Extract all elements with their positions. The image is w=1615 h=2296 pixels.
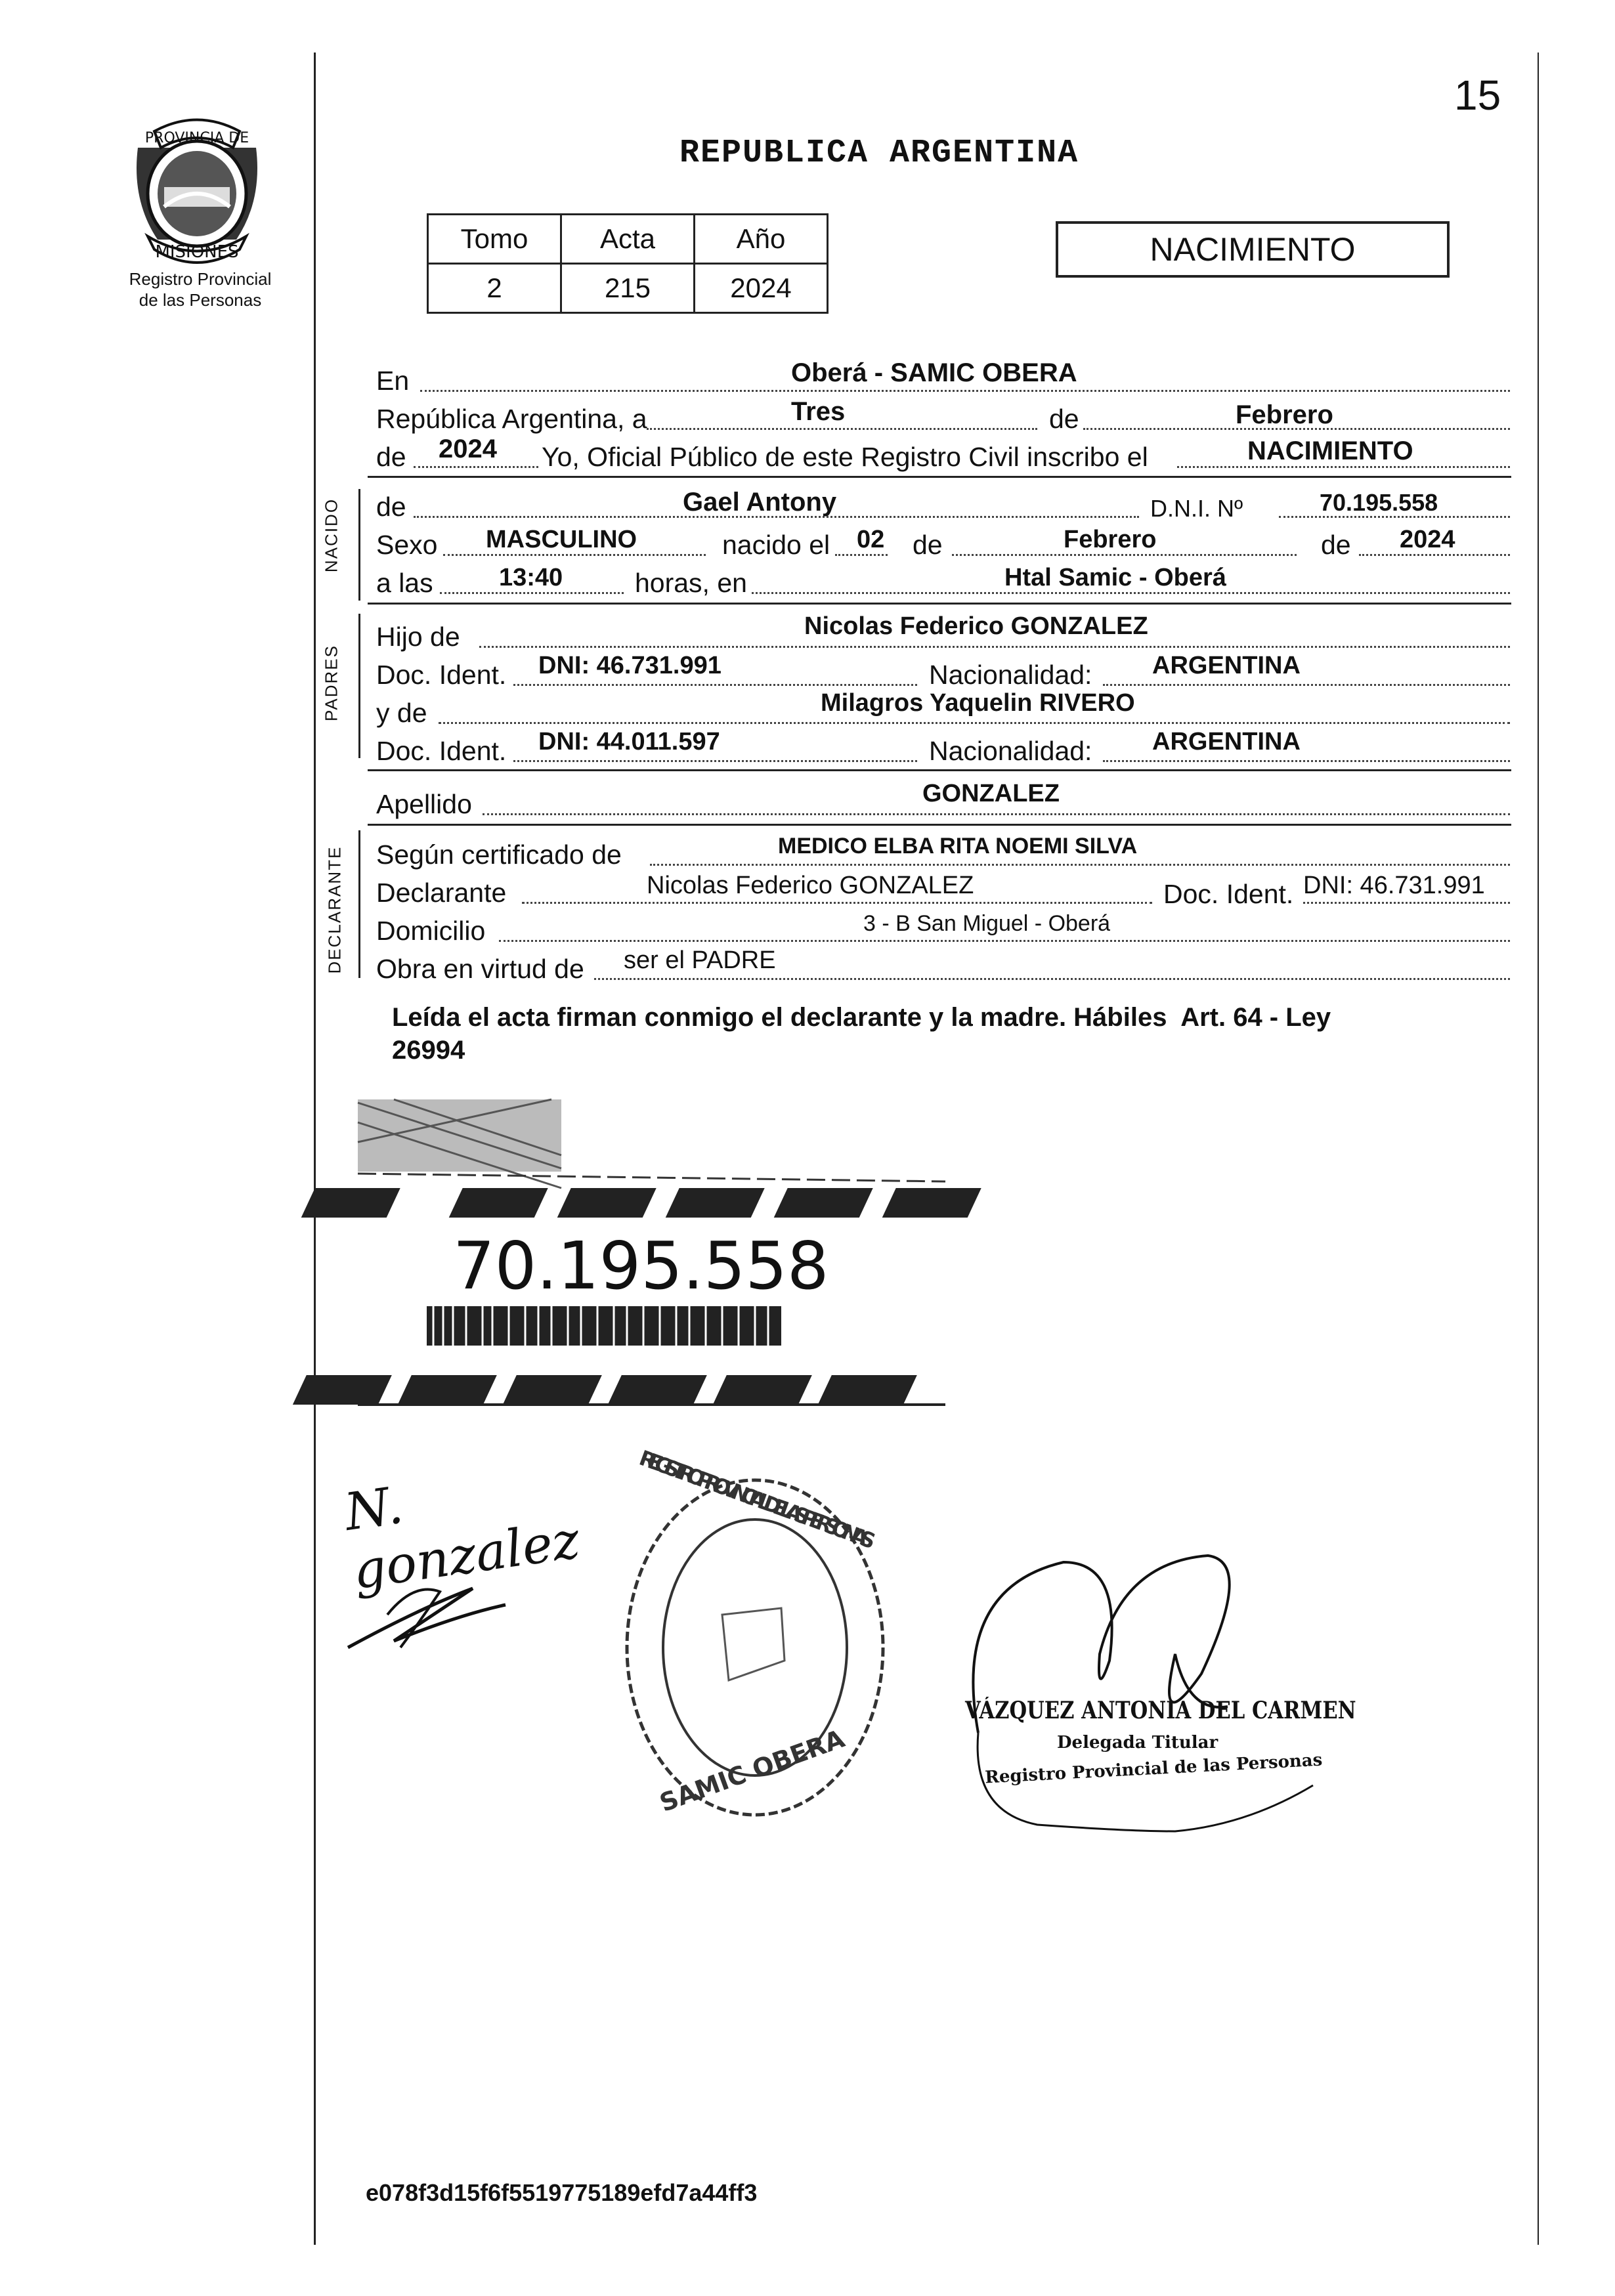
province-logo	[118, 108, 276, 272]
label-nacionalidad-1: Nacionalidad:	[929, 660, 1092, 690]
label-doc-ident-1: Doc. Ident.	[376, 660, 507, 690]
value-dia-letras: Tres	[791, 397, 846, 426]
value-certificado: MEDICO ELBA RITA NOEMI SILVA	[778, 834, 1138, 859]
official-name: VÁZQUEZ ANTONIA DEL CARMEN	[965, 1697, 1356, 1724]
round-stamp	[617, 1445, 893, 1831]
official-round-stamp-icon	[617, 1445, 893, 1831]
registry-header-row	[428, 215, 828, 264]
value-madre-doc: DNI: 44.011.597	[538, 728, 720, 755]
header-anio: Año	[695, 215, 828, 264]
label-nacido-el: nacido el	[722, 530, 830, 560]
value-anio: 2024	[695, 264, 828, 313]
logo-top-text: PROVINCIA DE	[144, 130, 249, 146]
dots-dni	[1279, 516, 1510, 518]
label-doc-ident-2: Doc. Ident.	[376, 736, 507, 766]
signature-text: N. gonzalez	[341, 1476, 584, 1602]
dots-dia-nac	[835, 554, 888, 556]
dots-padre-doc	[513, 684, 917, 686]
official-org: Registro Provincial de las Personas	[984, 1750, 1323, 1788]
dots-declarante	[522, 902, 1152, 904]
header-tomo: Tomo	[428, 215, 561, 264]
value-dni: 70.195.558	[1320, 489, 1438, 516]
mother-signature-icon	[341, 1451, 630, 1661]
dots-madre-doc	[513, 760, 917, 762]
value-declarante: Nicolas Federico GONZALEZ	[647, 872, 974, 899]
dots-madre	[439, 722, 1510, 724]
value-madre: Milagros Yaquelin RIVERO	[821, 689, 1135, 717]
label-y-de: y de	[376, 698, 427, 728]
label-de-name: de	[376, 492, 406, 522]
label-obra: Obra en virtud de	[376, 954, 584, 984]
value-tipo: NACIMIENTO	[1247, 436, 1413, 465]
label-en: En	[376, 366, 410, 396]
label-sexo: Sexo	[376, 530, 438, 560]
label-de-year: de	[1321, 530, 1351, 560]
label-declarante: Declarante	[376, 878, 507, 908]
side-label-declarante: DECLARANTE	[324, 845, 345, 974]
header-acta: Acta	[561, 215, 695, 264]
side-label-nacido: NACIDO	[321, 498, 341, 573]
side-bar-padres	[358, 614, 360, 758]
label-de-month: de	[913, 530, 943, 560]
value-anio: 2024	[439, 435, 497, 463]
logo-bottom-text: MISIONES	[155, 242, 239, 262]
dots-lugar-nac	[752, 592, 1510, 594]
document-hash: e078f3d15f6f5519775189efd7a44ff3	[366, 2179, 758, 2206]
closing-line-2: 26994	[392, 1036, 465, 1065]
label-dni: D.N.I. Nº	[1150, 495, 1243, 522]
value-dia-nac: 02	[857, 526, 885, 553]
act-type-label: NACIMIENTO	[1150, 231, 1356, 268]
registry-table	[427, 213, 829, 314]
value-tomo: 2	[428, 264, 561, 313]
dots-en	[420, 390, 1510, 392]
value-padre: Nicolas Federico GONZALEZ	[804, 612, 1148, 640]
dots-anio-nac	[1359, 554, 1510, 556]
side-label-padres: PADRES	[321, 645, 341, 721]
dots-padre-nac	[1103, 684, 1510, 686]
value-apellido: GONZALEZ	[922, 780, 1060, 807]
dots-tipo	[1177, 466, 1510, 468]
value-mes: Febrero	[1236, 400, 1333, 429]
dots-dia	[647, 428, 1037, 430]
dots-declarante-doc	[1303, 902, 1510, 904]
value-padre-doc: DNI: 46.731.991	[538, 652, 721, 679]
security-sticker	[355, 1096, 945, 1424]
separator-4	[368, 824, 1511, 826]
value-lugar-nac: Htal Samic - Oberá	[1004, 564, 1226, 591]
label-segun: Según certificado de	[376, 840, 622, 870]
value-sexo: MASCULINO	[486, 526, 637, 553]
value-declarante-doc: DNI: 46.731.991	[1303, 872, 1485, 899]
declarant-signature	[341, 1451, 630, 1661]
dots-apellido	[483, 813, 1510, 815]
logo-caption-2: de las Personas	[139, 290, 262, 310]
label-a-las: a las	[376, 568, 433, 598]
left-margin-line	[314, 53, 316, 2245]
value-anio-nac: 2024	[1400, 526, 1455, 553]
label-domicilio: Domicilio	[376, 916, 486, 946]
official-signature-icon	[958, 1523, 1326, 1858]
label-de2: de	[376, 442, 406, 472]
separator-3	[368, 769, 1511, 771]
side-bar-declarante	[358, 830, 360, 978]
logo-caption-1: Registro Provincial	[129, 269, 272, 289]
label-hijo-de: Hijo de	[376, 622, 460, 652]
dots-domicilio	[499, 940, 1510, 942]
sticker-number: 70.195.558	[453, 1227, 829, 1304]
official-role: Delegada Titular	[1057, 1733, 1218, 1753]
dots-certificado	[650, 864, 1510, 866]
page-number: 15	[1454, 72, 1501, 119]
dots-madre-nac	[1103, 760, 1510, 762]
dots-anio	[414, 466, 538, 468]
value-domicilio: 3 - B San Miguel - Oberá	[863, 911, 1111, 936]
value-acta: 215	[561, 264, 695, 313]
label-apellido: Apellido	[376, 789, 472, 819]
stamp-bottom-text: SAMIC OBERA	[656, 1724, 849, 1818]
label-nacionalidad-2: Nacionalidad:	[929, 736, 1092, 766]
dots-hora	[440, 592, 624, 594]
value-mes-nac: Febrero	[1064, 526, 1157, 553]
label-yo: Yo, Oficial Público de este Registro Civil inscribo el	[542, 442, 1148, 472]
official-signature	[958, 1523, 1356, 1858]
label-horas-en: horas, en	[635, 568, 747, 598]
registry-value-row	[428, 264, 828, 313]
label-de: de	[1049, 404, 1079, 434]
dots-padre	[479, 646, 1510, 648]
separator-2	[368, 603, 1511, 605]
dots-mes-nac	[952, 554, 1297, 556]
value-virtud: ser el PADRE	[624, 946, 776, 974]
value-madre-nac: ARGENTINA	[1152, 728, 1301, 755]
value-lugar: Oberá - SAMIC OBERA	[791, 358, 1077, 387]
document-title: REPUBLICA ARGENTINA	[679, 135, 1079, 172]
value-hora: 13:40	[499, 564, 563, 591]
label-doc-ident-3: Doc. Ident.	[1163, 879, 1294, 909]
dots-virtud	[594, 978, 1510, 980]
value-padre-nac: ARGENTINA	[1152, 652, 1301, 679]
right-margin-line	[1538, 53, 1539, 2245]
dots-sexo	[443, 554, 706, 556]
stamp-top-text: REGISTRO PROVINCIAL DE LAS PERSONAS	[635, 1445, 879, 1554]
value-nombre: Gael Antony	[683, 488, 837, 517]
label-republica: República Argentina, a	[376, 404, 647, 434]
act-type-box	[1056, 221, 1450, 278]
side-bar-nacido	[358, 489, 360, 601]
misiones-seal-icon	[118, 108, 276, 272]
closing-line-1: Leída el acta firman conmigo el declarante y la madre. Hábiles Art. 64 - Ley	[392, 1003, 1331, 1032]
separator-1	[368, 476, 1511, 478]
